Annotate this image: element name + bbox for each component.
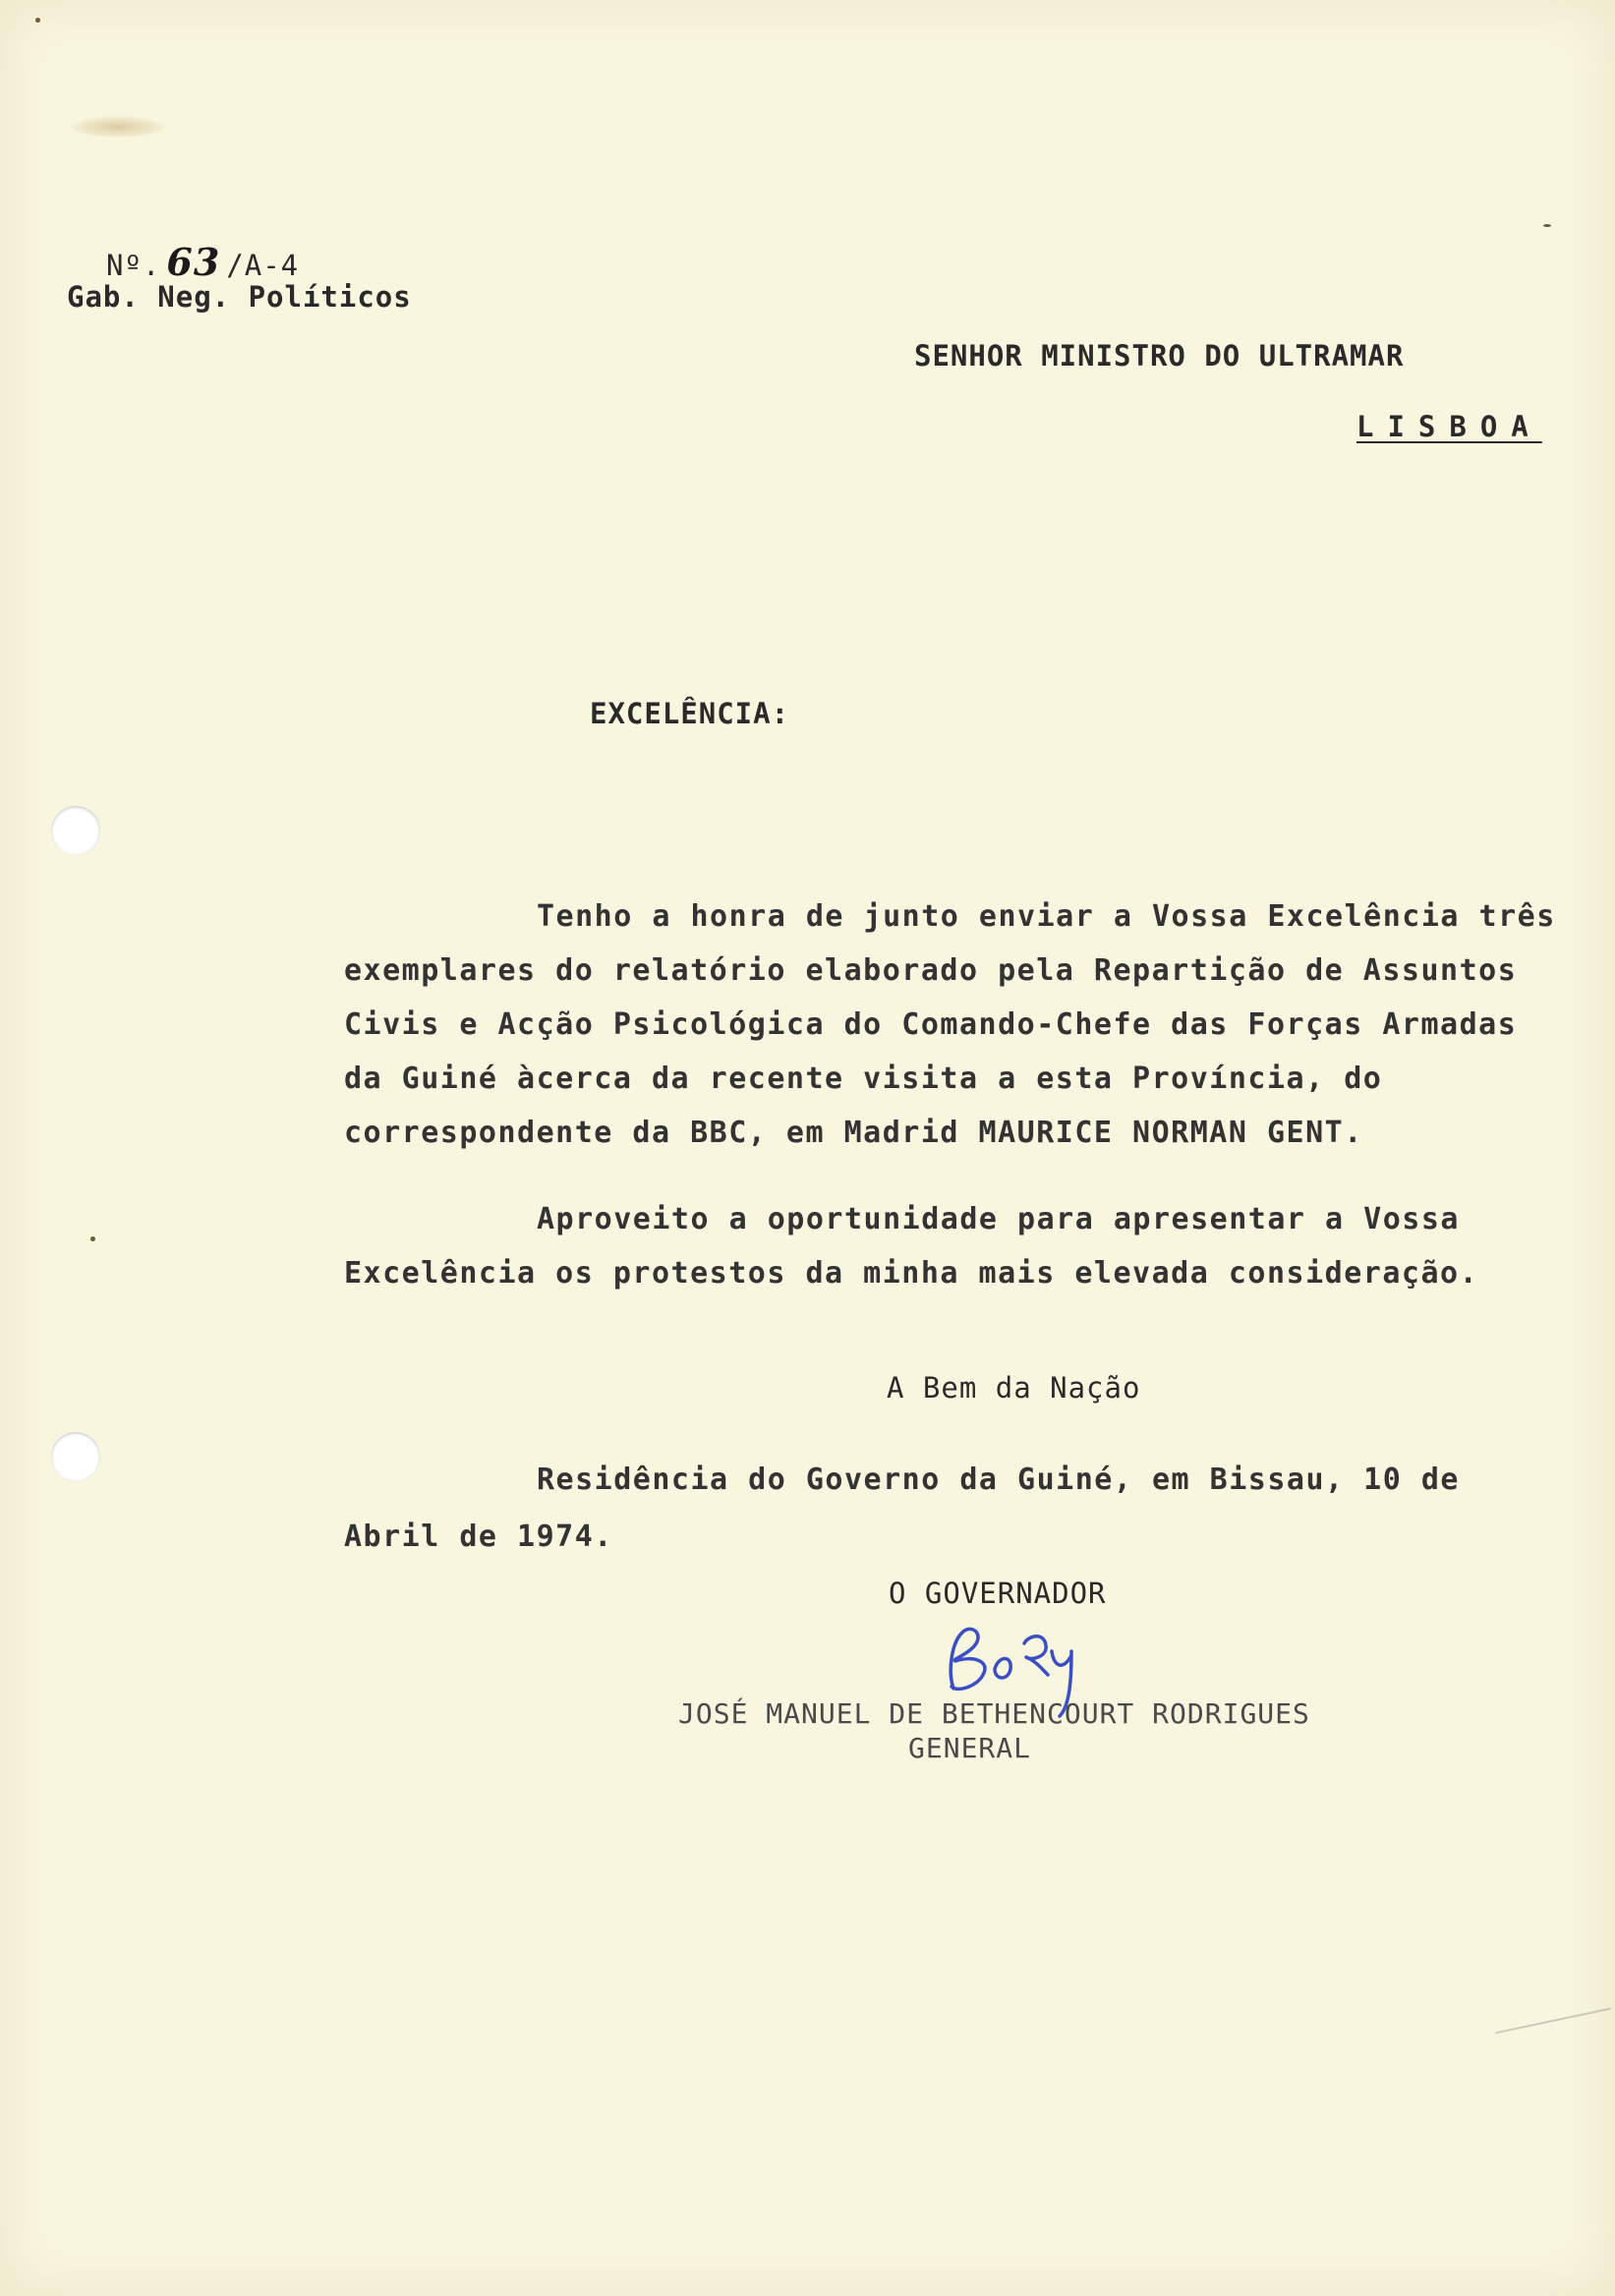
paper-crease — [1495, 2008, 1611, 2035]
body-paragraph-1: Tenho a honra de junto enviar a Vossa Excelência três exemplares do relatório elaborado pela Repartição de Assuntos Civis e Acção Psicológica do Comando-Chefe das Forças Armadas da Guiné àcerca da recente visita a esta Província, do correspondente da BBC, em Madrid MAURICE NORMAN GENT. — [344, 899, 1556, 1150]
recipient-line: SENHOR MINISTRO DO ULTRAMAR — [914, 339, 1405, 373]
department-line: Gab. Neg. Políticos — [67, 280, 412, 314]
closing-motto: A Bem da Nação — [887, 1371, 1141, 1405]
signatory-role: O GOVERNADOR — [889, 1577, 1107, 1610]
salutation: EXCELÊNCIA: — [590, 697, 790, 730]
reference-number — [106, 240, 300, 284]
punch-hole-bottom — [51, 1432, 100, 1481]
reference-prefix: Nº. — [106, 249, 161, 282]
signatory-rank: GENERAL — [908, 1732, 1032, 1764]
punch-hole-top — [51, 806, 100, 855]
recipient-city: LISBOA — [1356, 410, 1542, 443]
paper-speck — [1543, 224, 1551, 227]
reference-suffix: /A-4 — [226, 249, 300, 282]
place-and-date: Residência do Governo da Guiné, em Bissau, 10 de Abril de 1974. — [344, 1463, 1460, 1554]
paper-speck — [35, 18, 40, 23]
paper-speck — [90, 1236, 95, 1241]
paper-stain — [71, 116, 165, 138]
reference-handwritten-number: 63 — [166, 240, 221, 284]
body-paragraph-2: Aproveito a oportunidade para apresentar a Vossa Excelência os protestos da minha mais elevada consideração. — [344, 1202, 1479, 1291]
signatory-name: JOSÉ MANUEL DE BETHENCOURT RODRIGUES — [678, 1697, 1310, 1730]
